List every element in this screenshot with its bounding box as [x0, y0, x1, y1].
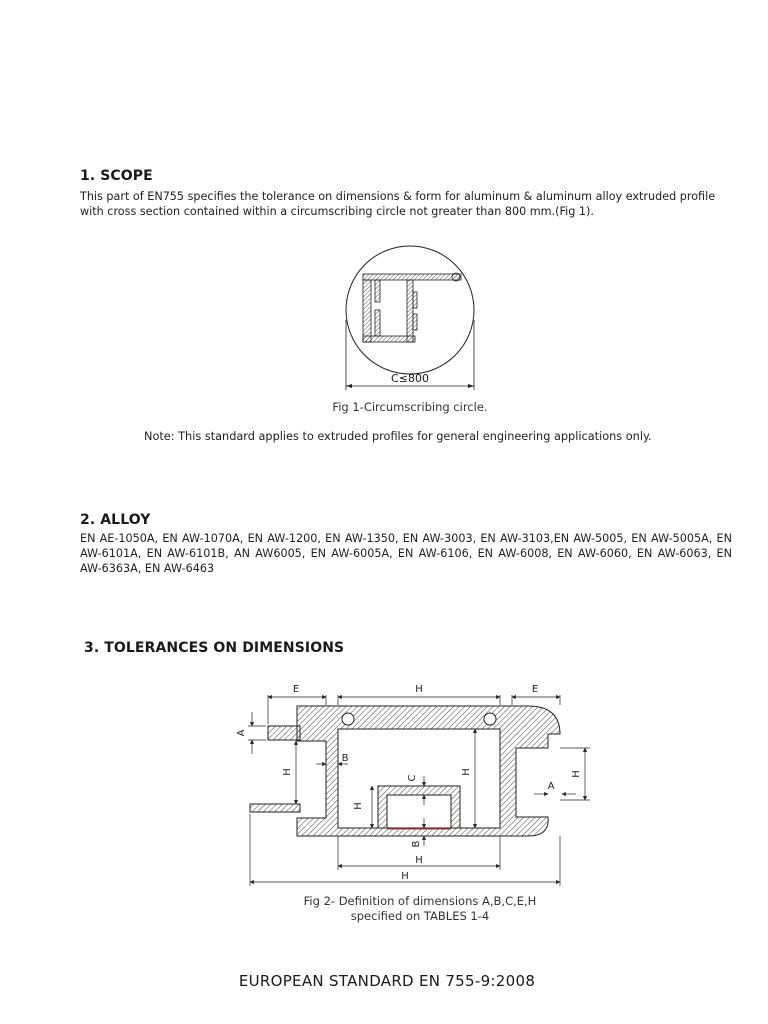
fig2-caption: [250, 894, 590, 924]
fig2-caption-line-1: Fig 2- Definition of dimensions A,B,C,E,H: [303, 894, 537, 908]
section-heading-alloy: 2. ALLOY: [80, 512, 151, 528]
scope-paragraph: This part of EN755 specifies the tolerance on dimensions & form for aluminum & aluminum alloy extruded profile with cross section contained within a circumscribing circle not greater than 800 mm.(Fig 1).: [80, 190, 716, 218]
fig1-caption: Fig 1-Circumscribing circle.: [332, 400, 488, 414]
label-c: C: [407, 774, 418, 782]
alloy-list-line-3: AW-6363A, EN AW-6463: [80, 562, 215, 575]
alloy-list-line-1: EN AE-1050A, EN AW-1070A, EN AW-1200, EN AW-1350, EN AW-3003, EN AW-3103,EN AW-5005, EN AW-5005A, EN: [80, 532, 732, 545]
footer-standard-title: EUROPEAN STANDARD EN 755-9:2008: [238, 972, 536, 990]
circle-dimension-label: C≤800: [391, 372, 429, 385]
label-h-left: H: [282, 768, 293, 776]
label-h-mid: H: [461, 768, 472, 776]
section-heading-tolerances: 3. TOLERANCES ON DIMENSIONS: [84, 640, 345, 656]
label-h-bottom-inner: H: [415, 855, 423, 866]
label-a-right: A: [547, 781, 555, 792]
dimension-definition-figure: [225, 675, 605, 890]
label-h-box: H: [353, 802, 364, 810]
label-b-bottom: B: [411, 840, 422, 848]
scope-note: Note: This standard applies to extruded profiles for general engineering applications only.: [144, 430, 652, 443]
label-h-right: H: [571, 770, 582, 778]
alloy-list-line-2: AW-6101A, EN AW-6101B, AN AW6005, EN AW-6005A, EN AW-6106, EN AW-6008, EN AW-6060, EN AW-6063, EN: [80, 547, 732, 560]
fig2-caption-line-2: specified on TABLES 1-4: [350, 909, 490, 923]
label-b-left: B: [341, 753, 349, 764]
label-a-left: A: [236, 729, 247, 737]
section-heading-scope: 1. SCOPE: [80, 168, 153, 184]
label-e-right: E: [531, 684, 539, 695]
label-h-bottom-outer: H: [401, 871, 409, 882]
label-h-top: H: [415, 684, 423, 695]
label-e-left: E: [292, 684, 300, 695]
